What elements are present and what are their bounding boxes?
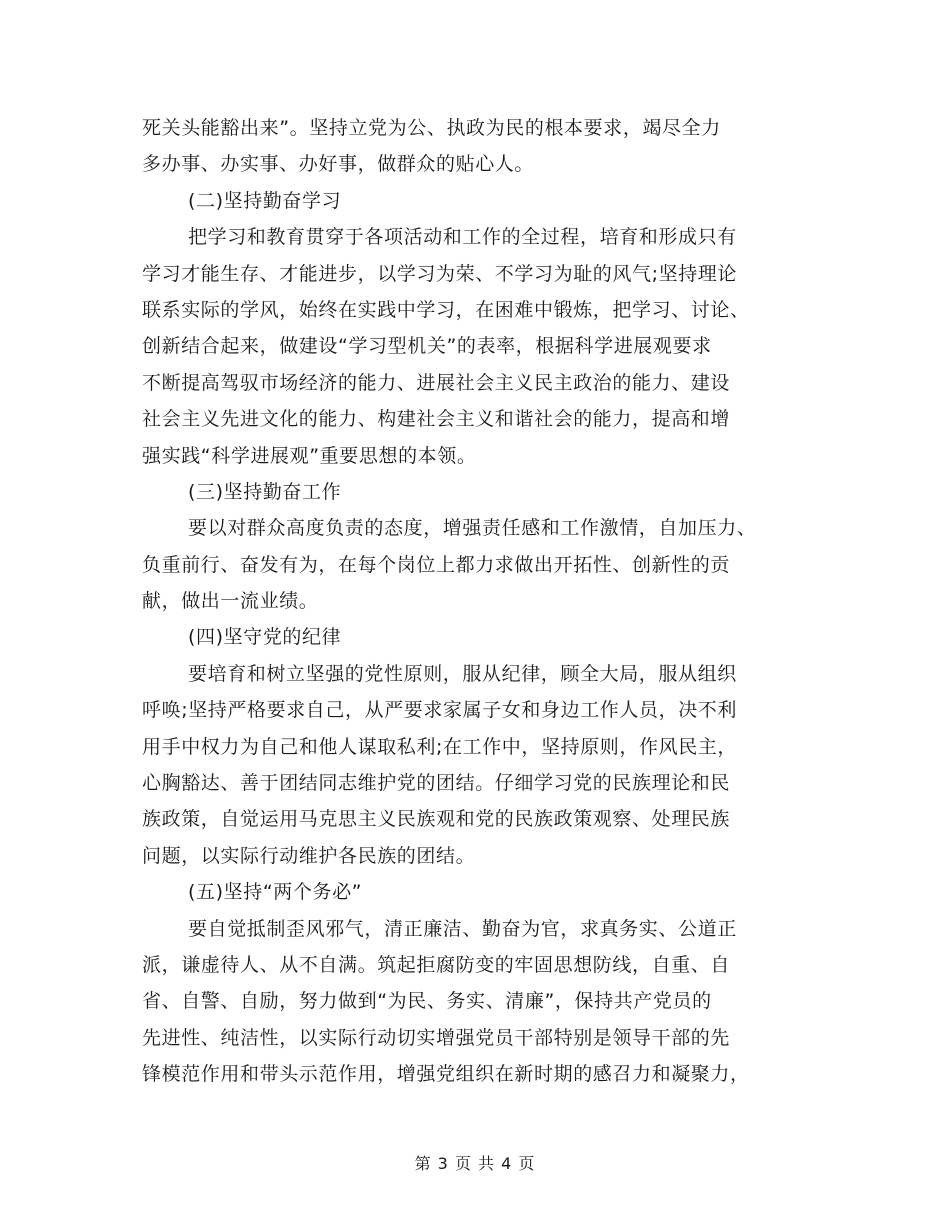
text-line: 死关头能豁出来”。坚持立党为公、执政为民的根本要求，竭尽全力 bbox=[142, 117, 721, 139]
text-line: 派，谦虚待人、从不自满。筑起拒腐防变的牢固思想防线，自重、自 bbox=[142, 953, 731, 976]
text-line: 先进性、纯洁性，以实际行动切实增强党员干部特别是领导干部的先 bbox=[142, 1026, 731, 1049]
text-line: 要培育和树立坚强的党性原则，服从纪律，顾全大局，服从组织 bbox=[188, 662, 737, 685]
text-line: 负重前行、奋发有为，在每个岗位上都力求做出开拓性、创新性的贡 bbox=[142, 553, 731, 576]
text-line: 把学习和教育贯穿于各项活动和工作的全过程，培育和形成只有 bbox=[188, 226, 737, 249]
text-line: 锋模范作用和带头示范作用，增强党组织在新时期的感召力和凝聚力， bbox=[142, 1063, 750, 1086]
text-line: (二)坚持勤奋学习 bbox=[188, 189, 342, 212]
text-line: 社会主义先进文化的能力、构建社会主义和谐社会的能力，提高和增 bbox=[142, 408, 731, 431]
text-line: (五)坚持“两个务必” bbox=[188, 881, 363, 904]
text-line: 创新结合起来，做建设“学习型机关”的表率，根据科学进展观要求 bbox=[142, 335, 712, 358]
text-line: 用手中权力为自己和他人谋取私利;在工作中，坚持原则，作风民主， bbox=[142, 735, 738, 758]
text-line: 学习才能生存、才能进步，以学习为荣、不学习为耻的风气;坚持理论 bbox=[142, 262, 738, 285]
text-line: 心胸豁达、善于团结同志维护党的团结。仔细学习党的民族理论和民 bbox=[142, 772, 731, 795]
text-line: 呼唤;坚持严格要求自己，从严要求家属子女和身边工作人员，决不利 bbox=[142, 699, 738, 722]
text-line: 不断提高驾驭市场经济的能力、进展社会主义民主政治的能力、建设 bbox=[142, 371, 731, 394]
text-line: 族政策，自觉运用马克思主义民族观和党的民族政策观察、处理民族 bbox=[142, 808, 731, 831]
text-line: 联系实际的学风，始终在实践中学习，在困难中锻炼，把学习、讨论、 bbox=[142, 298, 750, 321]
text-line: 问题，以实际行动维护各民族的团结。 bbox=[142, 844, 476, 867]
text-line: (三)坚持勤奋工作 bbox=[188, 480, 342, 503]
text-line: 要自觉抵制歪风邪气，清正廉洁、勤奋为官，求真务实、公道正 bbox=[188, 917, 737, 940]
text-line: 献，做出一流业绩。 bbox=[142, 590, 319, 613]
text-line: 多办事、办实事、办好事，做群众的贴心人。 bbox=[142, 153, 535, 176]
text-line: 省、自警、自励，努力做到“为民、务实、清廉”，保持共产党员的 bbox=[142, 990, 712, 1013]
page-footer: 第 3 页 共 4 页 bbox=[414, 1154, 536, 1173]
text-line: 强实践“科学进展观”重要思想的本领。 bbox=[142, 444, 477, 467]
text-line: 要以对群众高度负责的态度，增强责任感和工作激情，自加压力、 bbox=[188, 517, 757, 540]
document-body bbox=[142, 110, 822, 1093]
text-line: (四)坚守党的纪律 bbox=[188, 626, 342, 649]
